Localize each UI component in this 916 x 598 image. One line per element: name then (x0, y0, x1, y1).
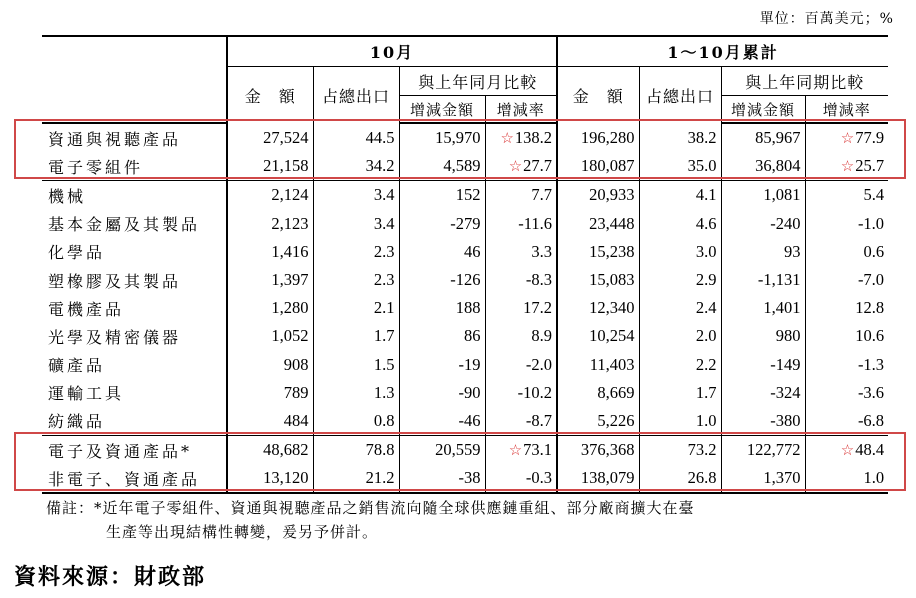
row-label: 資通與視聽產品 (48, 129, 182, 149)
cell-ytd-change-amount: 122,772 (721, 436, 805, 465)
star-icon: ☆ (508, 159, 523, 176)
cell-ytd-share: 38.2 (639, 123, 721, 152)
cell-share: 0.8 (313, 407, 399, 436)
cell-ytd-change-amount: 36,804 (721, 152, 805, 181)
cell-ytd-change-rate: -1.3 (805, 351, 888, 379)
cell-change-amount: -126 (399, 266, 485, 294)
cell-ytd-amount: 15,238 (557, 238, 639, 266)
cell-amount: 1,416 (227, 238, 313, 266)
cell-share: 3.4 (313, 181, 399, 210)
cell-share: 78.8 (313, 436, 399, 465)
cell-change-rate: -2.0 (485, 351, 557, 379)
cell-share: 34.2 (313, 152, 399, 181)
star-icon: ☆ (840, 131, 855, 148)
row-label: 運輸工具 (48, 384, 125, 404)
row-label: 化學品 (48, 243, 106, 263)
cell-change-amount: -279 (399, 210, 485, 238)
value-text: 27.7 (523, 156, 553, 176)
star-icon: ☆ (508, 443, 523, 460)
header-yoy-month: 與上年同月比較 (399, 67, 557, 96)
row-label: 礦產品 (48, 356, 106, 376)
highlight-box-bottom (14, 432, 906, 491)
cell-change-rate: -8.3 (485, 266, 557, 294)
cell-amount: 789 (227, 379, 313, 407)
value-text: 138.2 (514, 128, 553, 148)
cell-ytd-change-amount: 93 (721, 238, 805, 266)
cell-ytd-change-amount: -380 (721, 407, 805, 436)
row-label: 非電子、資通產品 (48, 469, 201, 489)
star-icon: ☆ (500, 131, 514, 148)
cell-share: 3.4 (313, 210, 399, 238)
table-row (42, 181, 888, 210)
star-icon: ☆ (840, 443, 855, 460)
cell-change-rate: 3.3 (485, 238, 557, 266)
cell-amount: 27,524 (227, 123, 313, 152)
cell-amount: 21,158 (227, 152, 313, 181)
table-row (42, 322, 888, 350)
row-label: 紡織品 (48, 412, 106, 432)
highlight-box-top (14, 119, 906, 179)
table-row (42, 266, 888, 294)
cell-ytd-share: 2.0 (639, 322, 721, 350)
row-label: 電子及資通產品* (48, 441, 193, 461)
row-label: 光學及精密儀器 (48, 327, 182, 347)
footnote-line-2: 生產等出現結構性轉變，爰另予併計。 (106, 523, 379, 541)
cell-amount: 484 (227, 407, 313, 436)
cell-ytd-share: 1.7 (639, 379, 721, 407)
cell-amount: 1,052 (227, 322, 313, 350)
cell-change-amount: -38 (399, 464, 485, 493)
row-label: 基本金屬及其製品 (48, 215, 201, 235)
cell-share: 2.1 (313, 294, 399, 322)
cell-ytd-share: 3.0 (639, 238, 721, 266)
cell-change-amount: -46 (399, 407, 485, 436)
cell-amount: 13,120 (227, 464, 313, 493)
row-header-corner (42, 36, 227, 123)
cell-change-amount: 86 (399, 322, 485, 350)
cell-amount: 908 (227, 351, 313, 379)
row-label: 機械 (48, 186, 87, 206)
header-share: 占總出口 (313, 67, 399, 124)
cell-change-rate: 8.9 (485, 322, 557, 350)
row-label: 塑橡膠及其製品 (48, 271, 182, 291)
cell-share: 2.3 (313, 266, 399, 294)
cell-ytd-change-rate: 10.6 (805, 322, 888, 350)
table-row (42, 238, 888, 266)
cell-ytd-share: 2.4 (639, 294, 721, 322)
cell-share: 1.7 (313, 322, 399, 350)
header-ytd-change-rate: 增減率 (805, 96, 888, 124)
cell-ytd-change-amount: 1,370 (721, 464, 805, 493)
row-label: 電機產品 (48, 299, 125, 319)
cell-amount: 2,124 (227, 181, 313, 210)
cell-amount: 1,397 (227, 266, 313, 294)
header-ytd-share: 占總出口 (639, 67, 721, 124)
value-text: 73.1 (523, 440, 553, 460)
cell-change-amount: 152 (399, 181, 485, 210)
header-ytd-amount: 金 額 (557, 67, 639, 124)
cell-ytd-amount: 23,448 (557, 210, 639, 238)
cell-change-amount: -90 (399, 379, 485, 407)
cell-share: 1.3 (313, 379, 399, 407)
cell-ytd-change-rate: 12.8 (805, 294, 888, 322)
cell-ytd-change-rate: 1.0 (805, 464, 888, 493)
value-text: 48.4 (855, 440, 885, 460)
cell-ytd-change-rate: -6.8 (805, 407, 888, 436)
cell-amount: 48,682 (227, 436, 313, 465)
footnote-line-1: 備註：*近年電子零組件、資通與視聽產品之銷售流向隨全球供應鏈重組、部分廠商擴大在臺 (46, 499, 695, 517)
export-table (42, 35, 888, 494)
cell-change-rate: -8.7 (485, 407, 557, 436)
cell-change-amount: 15,970 (399, 123, 485, 152)
header-ytd: 1～10月累計 (557, 36, 888, 67)
header-ytd-change-amount: 增減金額 (721, 96, 805, 124)
cell-ytd-change-amount: -324 (721, 379, 805, 407)
cell-share: 1.5 (313, 351, 399, 379)
cell-share: 44.5 (313, 123, 399, 152)
value-text: 25.7 (855, 156, 885, 176)
cell-ytd-share: 2.2 (639, 351, 721, 379)
cell-share: 2.3 (313, 238, 399, 266)
cell-change-rate: -11.6 (485, 210, 557, 238)
cell-ytd-change-rate: 0.6 (805, 238, 888, 266)
cell-amount: 1,280 (227, 294, 313, 322)
cell-ytd-amount: 180,087 (557, 152, 639, 181)
cell-ytd-amount: 376,368 (557, 436, 639, 465)
header-change-rate: 增減率 (485, 96, 557, 124)
table-row (42, 294, 888, 322)
cell-ytd-change-rate: 5.4 (805, 181, 888, 210)
unit-label: 單位：百萬美元；% (759, 11, 894, 27)
cell-change-amount: 46 (399, 238, 485, 266)
cell-ytd-change-amount: -240 (721, 210, 805, 238)
cell-ytd-change-rate: -1.0 (805, 210, 888, 238)
cell-ytd-change-amount: 1,401 (721, 294, 805, 322)
cell-ytd-change-amount: 85,967 (721, 123, 805, 152)
cell-ytd-amount: 5,226 (557, 407, 639, 436)
cell-ytd-amount: 15,083 (557, 266, 639, 294)
cell-change-rate: 7.7 (485, 181, 557, 210)
value-text: 77.9 (855, 128, 885, 148)
cell-ytd-share: 4.1 (639, 181, 721, 210)
header-month: 10月 (227, 36, 557, 67)
footnote (46, 496, 695, 544)
cell-ytd-share: 26.8 (639, 464, 721, 493)
star-icon: ☆ (840, 159, 855, 176)
cell-change-rate: -10.2 (485, 379, 557, 407)
cell-ytd-change-rate: -3.6 (805, 379, 888, 407)
header-amount: 金 額 (227, 67, 313, 124)
cell-ytd-share: 4.6 (639, 210, 721, 238)
cell-change-rate: 17.2 (485, 294, 557, 322)
cell-change-amount: 188 (399, 294, 485, 322)
cell-change-amount: 4,589 (399, 152, 485, 181)
table-row (42, 210, 888, 238)
table-row (42, 351, 888, 379)
cell-ytd-amount: 8,669 (557, 379, 639, 407)
cell-ytd-amount: 196,280 (557, 123, 639, 152)
cell-ytd-amount: 138,079 (557, 464, 639, 493)
row-label: 電子零組件 (48, 157, 144, 177)
header-change-amount: 增減金額 (399, 96, 485, 124)
cell-ytd-share: 1.0 (639, 407, 721, 436)
cell-ytd-amount: 20,933 (557, 181, 639, 210)
cell-ytd-change-amount: -149 (721, 351, 805, 379)
cell-ytd-share: 73.2 (639, 436, 721, 465)
cell-change-amount: -19 (399, 351, 485, 379)
cell-change-rate: -0.3 (485, 464, 557, 493)
cell-ytd-change-amount: 1,081 (721, 181, 805, 210)
cell-amount: 2,123 (227, 210, 313, 238)
source-label: 資料來源：財政部 (14, 564, 207, 590)
cell-ytd-share: 35.0 (639, 152, 721, 181)
cell-ytd-amount: 10,254 (557, 322, 639, 350)
cell-ytd-amount: 11,403 (557, 351, 639, 379)
cell-ytd-change-rate: -7.0 (805, 266, 888, 294)
cell-ytd-change-amount: 980 (721, 322, 805, 350)
cell-share: 21.2 (313, 464, 399, 493)
cell-ytd-amount: 12,340 (557, 294, 639, 322)
cell-ytd-change-amount: -1,131 (721, 266, 805, 294)
header-yoy-period: 與上年同期比較 (721, 67, 888, 96)
cell-change-amount: 20,559 (399, 436, 485, 465)
cell-ytd-share: 2.9 (639, 266, 721, 294)
table-row (42, 379, 888, 407)
